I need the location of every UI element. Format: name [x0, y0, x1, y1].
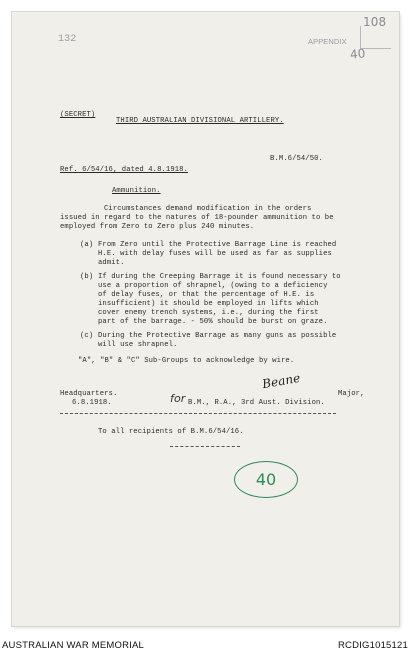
short-separator — [170, 446, 240, 447]
pencil-sub-number: 40 — [349, 46, 367, 62]
item-line: If during the Creeping Barrage it is found necessary to — [98, 273, 341, 281]
file-reference: B.M.6/54/50. — [270, 155, 323, 163]
stamp-number: 40 — [255, 470, 277, 489]
separator-line — [60, 413, 336, 414]
item-label: (a) — [80, 241, 94, 249]
item-line: H.E. with delay fuses will be used as far as supplies — [98, 250, 332, 258]
footer-institution: AUSTRALIAN WAR MEMORIAL — [2, 640, 145, 651]
pencil-number: 108 — [363, 15, 387, 29]
folio-number: 132 — [58, 34, 77, 45]
item-line: use a proportion of shrapnel, (owing to a deficiency — [98, 282, 328, 290]
handwritten-signature: Beane — [261, 370, 302, 392]
intro-line: issued in regard to the natures of 18-pounder ammunition to be — [60, 214, 334, 222]
intro-line: employed from Zero to Zero plus 240 minutes. — [60, 223, 255, 231]
circled-page-number — [234, 461, 298, 498]
subject: Ammunition. — [112, 187, 161, 195]
item-line: of delay fuses, or that the percentage of H.E. is — [98, 291, 315, 299]
document-page — [12, 12, 399, 626]
item-line: will use shrapnel. — [98, 341, 178, 349]
signature-role: B.M., R.A., 3rd Aust. Division. — [188, 399, 325, 407]
footer-record-id: RCDIG1015121 — [338, 640, 408, 651]
item-line: insufficient) it should be employed in lifts which — [98, 300, 319, 308]
item-label: (c) — [80, 332, 94, 340]
item-line: cover enemy trench systems, i.e., during the first — [98, 309, 319, 317]
signature-location: Headquarters. — [60, 390, 118, 398]
classification: (SECRET) — [60, 111, 96, 119]
signature-date: 6.8.1918. — [72, 399, 112, 407]
item-label: (b) — [80, 273, 94, 281]
item-line: part of the barrage. - 50% should be burst on graze. — [98, 318, 328, 326]
distribution-line: To all recipients of B.M.6/54/16. — [98, 428, 244, 436]
reference-line: Ref. 6/54/16, dated 4.8.1918. — [60, 166, 188, 174]
item-line: admit. — [98, 259, 125, 267]
acknowledge-line: "A", "B" & "C" Sub-Groups to acknowledge by wire. — [78, 357, 295, 365]
item-line: During the Protective Barrage as many guns as possible — [98, 332, 337, 340]
signature-rank: Major, — [338, 390, 365, 398]
appendix-label: APPENDIX — [308, 37, 347, 46]
item-line: From Zero until the Protective Barrage Line is reached — [98, 241, 337, 249]
for-annotation: for — [170, 392, 186, 405]
intro-line: Circumstances demand modification in the orders — [104, 205, 312, 213]
unit-title: THIRD AUSTRALIAN DIVISIONAL ARTILLERY. — [116, 117, 284, 125]
